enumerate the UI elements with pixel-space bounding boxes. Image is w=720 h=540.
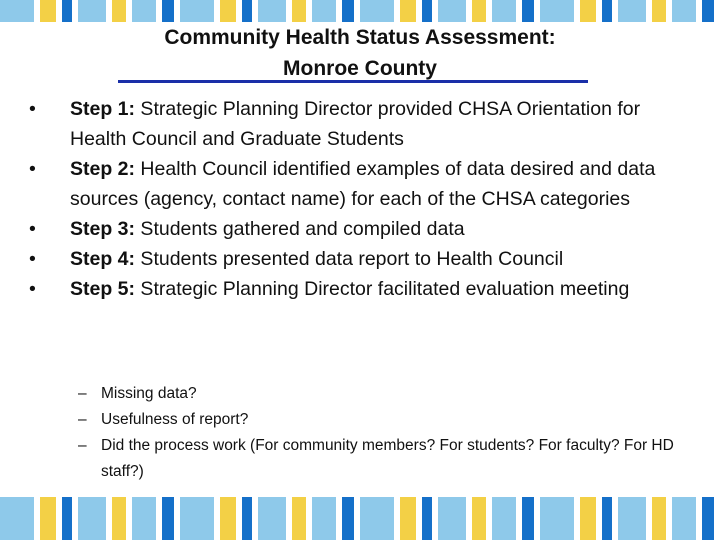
stripe: [258, 0, 286, 22]
step-label: Step 3:: [70, 218, 136, 240]
stripe: [472, 0, 486, 22]
stripe: [0, 0, 34, 22]
stripe: [242, 0, 252, 22]
evaluation-sublist: [78, 381, 678, 485]
title-line-2: Monroe County: [283, 57, 437, 80]
sub-item-text: Usefulness of report?: [101, 411, 249, 428]
stripe: [40, 497, 56, 540]
stripe: [360, 0, 394, 22]
bullet-dot-icon: •: [29, 158, 36, 180]
stripe: [602, 0, 612, 22]
stripe: [132, 497, 156, 540]
step-list: [26, 94, 696, 304]
step-text: Students gathered and compiled data: [135, 218, 465, 240]
stripe: [618, 0, 646, 22]
stripe: [672, 497, 696, 540]
step-label: Step 1:: [70, 98, 136, 120]
stripe: [0, 497, 34, 540]
stripe: [652, 497, 666, 540]
sub-item: [78, 433, 678, 485]
stripe: [312, 0, 336, 22]
stripe: [472, 497, 486, 540]
bullet-dot-icon: •: [29, 98, 36, 120]
step-item: [26, 154, 696, 214]
title-line-1: Community Health Status Assessment:: [164, 26, 556, 49]
stripe: [342, 0, 354, 22]
stripe: [292, 0, 306, 22]
sub-item-text: Missing data?: [101, 385, 197, 402]
stripe: [400, 0, 416, 22]
sub-item-text: Did the process work (For community members? For students? For faculty? For HD staff?): [101, 437, 674, 480]
stripe: [220, 0, 236, 22]
bullet-dot-icon: •: [29, 278, 36, 300]
step-text: Students presented data report to Health Council: [135, 248, 564, 270]
stripe: [652, 0, 666, 22]
stripe: [40, 0, 56, 22]
sub-item: [78, 381, 678, 407]
stripe: [580, 0, 596, 22]
stripe: [702, 497, 714, 540]
slide-title: [110, 22, 610, 84]
step-text: Strategic Planning Director provided CHSA Orientation for Health Council and Graduate Students: [70, 98, 641, 150]
stripe: [540, 497, 574, 540]
step-item: [26, 214, 696, 244]
stripe: [78, 0, 106, 22]
stripe: [602, 497, 612, 540]
bullet-dot-icon: •: [29, 218, 36, 240]
stripe: [438, 497, 466, 540]
step-text: Strategic Planning Director facilitated evaluation meeting: [135, 278, 630, 300]
stripe: [714, 0, 720, 22]
stripe: [522, 0, 534, 22]
step-label: Step 4:: [70, 248, 136, 270]
stripe: [422, 0, 432, 22]
stripe: [112, 497, 126, 540]
stripe: [62, 0, 72, 22]
stripe: [180, 497, 214, 540]
stripe: [220, 497, 236, 540]
sub-item: [78, 407, 678, 433]
stripe: [618, 497, 646, 540]
stripe: [422, 497, 432, 540]
stripe: [312, 497, 336, 540]
stripe: [78, 497, 106, 540]
stripe: [714, 497, 720, 540]
stripe: [242, 497, 252, 540]
step-item: [26, 274, 696, 304]
dash-icon: –: [78, 437, 87, 454]
stripe: [162, 0, 174, 22]
top-decorative-stripes: [0, 0, 720, 22]
stripe: [180, 0, 214, 22]
stripe: [702, 0, 714, 22]
stripe: [492, 497, 516, 540]
stripe: [112, 0, 126, 22]
step-label: Step 5:: [70, 278, 136, 300]
stripe: [580, 497, 596, 540]
step-item: [26, 244, 696, 274]
stripe: [132, 0, 156, 22]
stripe: [292, 497, 306, 540]
stripe: [540, 0, 574, 22]
stripe: [400, 497, 416, 540]
dash-icon: –: [78, 411, 87, 428]
bottom-decorative-stripes: [0, 497, 720, 540]
stripe: [258, 497, 286, 540]
title-underline: [118, 80, 588, 83]
dash-icon: –: [78, 385, 87, 402]
bullet-dot-icon: •: [29, 248, 36, 270]
stripe: [438, 0, 466, 22]
stripe: [492, 0, 516, 22]
step-item: [26, 94, 696, 154]
stripe: [162, 497, 174, 540]
stripe: [522, 497, 534, 540]
stripe: [360, 497, 394, 540]
stripe: [62, 497, 72, 540]
stripe: [672, 0, 696, 22]
step-text: Health Council identified examples of data desired and data sources (agency, contact name) for each of the CHSA categories: [70, 158, 656, 210]
stripe: [342, 497, 354, 540]
step-label: Step 2:: [70, 158, 136, 180]
